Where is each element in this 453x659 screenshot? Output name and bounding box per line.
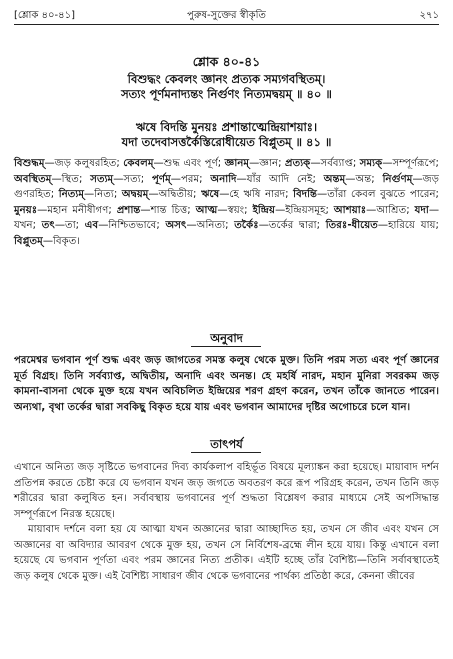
word-meaning: —ইন্দ্রিয়সমূহ;	[275, 204, 334, 216]
sloka-line: সত্যং পূর্ণমনাদ্যন্তং নির্গুণং নিত্যমদ্বয়ম্‌ ॥ ৪০ ॥	[121, 87, 332, 101]
sanskrit-word: আশয়াঃ	[333, 204, 367, 216]
sanskrit-word: ঋষে	[201, 189, 220, 200]
synonym-entry	[14, 205, 117, 216]
synonym-entry	[123, 158, 224, 169]
word-meaning: —নিশ্চিতভাবে;	[98, 220, 166, 231]
synonym-entry	[253, 205, 334, 216]
synonym-entry	[360, 158, 439, 169]
sanskrit-word: বিপ্লুতম্‌	[14, 235, 43, 247]
sanskrit-word: নির্গুণম্‌	[382, 173, 413, 185]
word-meaning: —যখন;	[14, 204, 439, 231]
purport-heading: তাৎপর্য	[210, 437, 243, 451]
purport-paragraph: মায়াবাদ দর্শনে বলা হয় যে আত্মা যখন অজ্ঞানের দ্বারা আচ্ছাদিত হয়, তখন সে জীব এবং যখন সে অজ্ঞানের বা অবিদ্যার আবরণ থেকে মুক্ত হয়, তখন সে নির্বিশেষ-ব্রহ্মে লীন হয়ে যায়। কিন্তু এখানে বলা হয়েছে যে ভগবান পূর্ণতা এবং পরম জ্ঞানের নিত্য প্রতীক। এইটি হচ্ছে তাঁর বৈশিষ্ট্য—তিনি সর্বাবস্থাতেই জড় কলুষ থেকে মুক্ত। এই বৈশিষ্ট্য সাধারণ জীব থেকে ভগবানের পার্থক্য প্রতিষ্ঠা করে, কেননা জীবের	[14, 524, 439, 582]
synonym-entry	[90, 174, 152, 185]
word-meaning: —তা;	[54, 220, 85, 231]
word-meaning: —পরম;	[170, 173, 211, 185]
sanskrit-word: অদ্বয়ম্‌	[121, 189, 149, 200]
sanskrit-word: অবস্থিতম্‌	[14, 173, 52, 185]
sanskrit-word: পূর্ণম্‌	[152, 173, 171, 185]
word-meaning: —বিকৃত।	[42, 235, 81, 247]
word-meaning: —শান্ত চিত্ত;	[140, 204, 196, 216]
purport-heading-underline	[191, 452, 261, 453]
sanskrit-word: ইন্দ্রিয়	[252, 204, 276, 216]
synonym-entry	[201, 189, 293, 200]
word-meaning: —সত্য;	[113, 173, 153, 185]
synonym-entry	[334, 205, 415, 216]
synonym-entry	[210, 174, 323, 185]
word-meaning: —সর্বব্যাপ্ত;	[310, 158, 360, 169]
synonym-entry	[293, 189, 439, 200]
word-meaning: —তাঁরা কেবল বুঝতে পারেন;	[317, 189, 439, 200]
word-meaning: —নিত্য;	[84, 189, 122, 200]
running-header	[14, 8, 439, 24]
sanskrit-word: সম্যক্‌	[359, 158, 383, 169]
synonym-entry	[85, 220, 166, 231]
purport-paragraph: এখানে অনিত্য জড় সৃষ্টিতে ভগবানের দিব্য কার্যকলাপ বহির্ভূত বিষয়ে মূল্যাঙ্কন করা হয়েছে। মায়াবাদ দর্শন প্রতিপন্ন করতে চেষ্টা করে যে ভগবান যখন জড় জগতে অবতরণ করে রূপ পরিগ্রহ করেন, তখন তিনি জড় শরীরের দ্বারা কলুষিত হন। সর্বাবস্থায় ভগবানের পূর্ণ শুদ্ধতা বিশ্লেষণ করার মাধ্যমে সেই অপসিদ্ধান্ত সম্পূর্ণরূপে নিরস্ত হয়েছে।	[14, 462, 439, 520]
word-for-word-synonyms	[14, 156, 439, 249]
sanskrit-word: বিশুদ্ধম্‌	[14, 158, 45, 169]
synonym-entry	[165, 220, 234, 231]
sanskrit-word: যদা	[414, 204, 429, 216]
sanskrit-word: তর্কৈঃ	[234, 220, 259, 231]
header-verse-range: [শ্লোক ৪০-৪১]	[14, 10, 76, 21]
synonym-entry	[14, 158, 123, 169]
word-meaning: —জড় কলুষরহিত;	[44, 158, 124, 169]
word-meaning: —অদ্বিতীয়;	[148, 189, 202, 200]
synonym-entry	[225, 158, 285, 169]
sanskrit-word: বিদন্তি	[293, 189, 318, 200]
synonym-entry	[14, 174, 90, 185]
word-meaning: —জ্ঞান;	[249, 158, 285, 169]
translation-heading-underline	[191, 346, 261, 347]
word-meaning: —অনিত্য;	[186, 220, 235, 231]
sloka-line: বিশুদ্ধং কেবলং জ্ঞানং প্রত্যক সম্যগবস্থিতম্‌।	[127, 72, 326, 86]
sloka-line: যদা তদেবাসত্তর্কৈস্তিরোধীয়েত বিপ্লুতম্‌ ॥ ৪১ ॥	[121, 135, 332, 149]
translation-text: পরমেশ্বর ভগবান পূর্ণ শুদ্ধ এবং জড় জাগতের সমস্ত কলুষ থেকে মুক্ত। তিনি পরম সত্য এবং পূর্ণ জ্ঞানের মূর্ত বিগ্রহ। তিনি সর্বব্যাপ্ত, অদ্বিতীয়, অনাদি এবং অনন্ত। হে মহর্ষি নারদ, মহান মুনিরা সবরকম জড় কামনা-বাসনা থেকে মুক্ত হয়ে যখন অবিচলিত ইন্দ্রিয়ের শরণ গ্রহণ করেন, তখন তাঁকে জানতে পারেন। অন্যথা, বৃথা তর্কের দ্বারা সবকিছু বিকৃত হয়ে যায় এবং ভগবান আমাদের দৃষ্টির অগোচরে চলে যান।	[14, 355, 439, 413]
verse-number: শ্লোক ৪০-৪১	[192, 54, 261, 69]
word-meaning: —যাঁর আদি নেই;	[236, 173, 324, 185]
synonym-entry	[326, 220, 439, 231]
synonym-entry	[324, 174, 383, 185]
synonym-entry	[59, 189, 122, 200]
word-meaning: —জড় গুণরহিত;	[14, 173, 440, 200]
sanskrit-word: আত্ম	[195, 204, 218, 216]
sanskrit-word: সত্যম্‌	[90, 173, 114, 185]
sanskrit-word: অসৎ	[165, 220, 187, 231]
sanskrit-word: মুনয়ঃ	[14, 204, 38, 216]
sanskrit-word: তিরঃ-ধীয়েত	[325, 220, 378, 231]
word-meaning: —হে ঋষি নারদ;	[219, 189, 294, 200]
word-meaning: —স্বয়ং;	[217, 204, 253, 216]
sanskrit-word: জ্ঞানম্‌	[224, 158, 250, 169]
word-meaning: —তর্কের দ্বারা;	[258, 220, 326, 231]
sloka-line: ঋষে বিদন্তি মুনয়ঃ প্রশান্তাত্মেন্দ্রিয়াশয়াঃ।	[135, 120, 318, 134]
sanskrit-word: অনাদি	[210, 173, 237, 185]
header-chapter-title: পুরুষ-সুক্তের স্বীকৃতি	[187, 10, 266, 21]
synonym-entry	[122, 189, 201, 200]
sloka-verse-40	[0, 72, 453, 102]
sloka-verse-41	[0, 120, 453, 150]
word-meaning: —মহান মনীষীগণ;	[37, 204, 117, 216]
sanskrit-word: অন্তম্‌	[323, 173, 346, 185]
synonym-entry	[117, 205, 196, 216]
synonym-entry	[42, 220, 85, 231]
header-divider	[14, 24, 439, 25]
synonym-entry	[14, 236, 80, 247]
word-meaning: —স্থিত;	[51, 173, 91, 185]
page-number: ২৭১	[419, 10, 439, 21]
synonym-entry	[152, 174, 210, 185]
synonym-entry	[234, 220, 326, 231]
sanskrit-word: কেবলম্‌	[123, 158, 154, 169]
synonym-entry	[285, 158, 360, 169]
sanskrit-word: প্রত্যক্‌	[284, 158, 311, 169]
sanskrit-word: তৎ	[41, 220, 55, 231]
synonym-entry	[196, 205, 253, 216]
word-meaning: —আশ্রিত;	[366, 204, 415, 216]
word-meaning: —শুদ্ধ এবং পূর্ণ;	[153, 158, 225, 169]
word-meaning: —হারিয়ে যায়;	[377, 220, 439, 231]
word-meaning: —সম্পূর্ণরূপে;	[382, 158, 439, 169]
translation-heading: অনুবাদ	[210, 331, 243, 345]
sanskrit-word: প্রশান্ত	[116, 204, 141, 216]
sanskrit-word: নিত্যম্‌	[58, 189, 85, 200]
word-meaning: —অন্ত;	[345, 173, 383, 185]
sanskrit-word: এব	[84, 220, 99, 231]
purport-text	[14, 460, 439, 584]
